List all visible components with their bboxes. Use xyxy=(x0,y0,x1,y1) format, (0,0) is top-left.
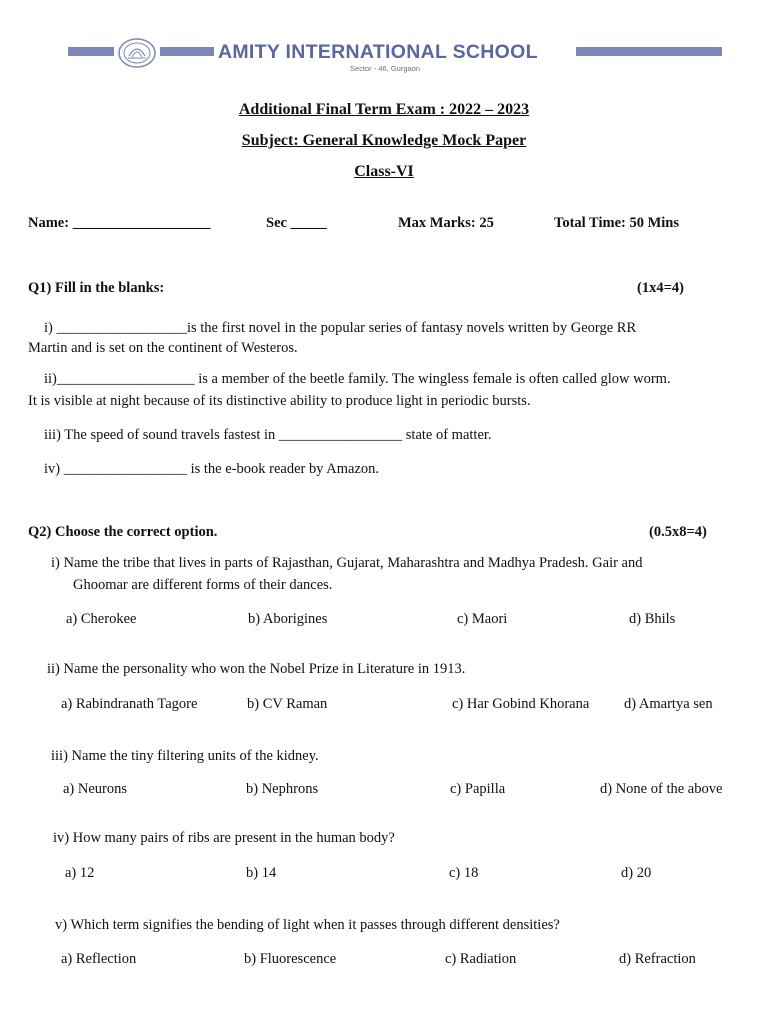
school-name: AMITY INTERNATIONAL SCHOOL xyxy=(218,41,538,63)
q2-q3-option-d: d) None of the above xyxy=(600,781,723,797)
q2-q5-option-a: a) Reflection xyxy=(61,951,137,967)
q2-q4-option-d: d) 20 xyxy=(621,865,652,881)
q2-question-4: iv) How many pairs of ribs are present in the human body? xyxy=(53,830,395,846)
q2-q1-option-c: c) Maori xyxy=(457,611,508,627)
q2-q2-option-d: d) Amartya sen xyxy=(624,696,713,712)
exam-title: Additional Final Term Exam : 2022 – 2023 xyxy=(238,101,530,118)
q2-q5-option-c: c) Radiation xyxy=(445,951,517,967)
q2-question-2: ii) Name the personality who won the Nobel Prize in Literature in 1913. xyxy=(47,661,466,677)
q2-q5-option-d: d) Refraction xyxy=(619,951,696,967)
q2-q3-option-a: a) Neurons xyxy=(63,781,128,797)
q2-q1-option-a: a) Cherokee xyxy=(66,611,137,627)
q2-question-1-line1: i) Name the tribe that lives in parts of Rajasthan, Gujarat, Maharashtra and Madhya Pradesh. Gair and xyxy=(51,555,643,571)
q2-q2-option-b: b) CV Raman xyxy=(247,696,328,712)
q2-q1-option-b: b) Aborigines xyxy=(248,611,328,627)
q2-q2-option-a: a) Rabindranath Tagore xyxy=(61,696,198,712)
school-logo-icon xyxy=(117,38,157,68)
q1-item-3: iii) The speed of sound travels fastest in _________________ state of matter. xyxy=(44,427,492,443)
q1-marks: (1x4=4) xyxy=(637,280,684,296)
name-field: Name: ___________________ xyxy=(28,215,211,231)
q1-item-1-line2: Martin and is set on the continent of Westeros. xyxy=(28,340,298,356)
q2-question-5: v) Which term signifies the bending of light when it passes through different densities? xyxy=(55,917,560,933)
q1-item-2-line1: ii)___________________ is a member of the beetle family. The wingless female is often called glow worm. xyxy=(44,371,671,387)
q2-q2-option-c: c) Har Gobind Khorana xyxy=(452,696,590,712)
q2-q3-option-c: c) Papilla xyxy=(450,781,506,797)
q2-q3-option-b: b) Nephrons xyxy=(246,781,319,797)
section-field: Sec _____ xyxy=(266,215,327,231)
class-title: Class-VI xyxy=(354,163,414,180)
q2-q4-option-c: c) 18 xyxy=(449,865,479,881)
q2-question-3: iii) Name the tiny filtering units of the kidney. xyxy=(51,748,319,764)
header-bar-left xyxy=(68,47,114,56)
header-bar-right xyxy=(576,47,722,56)
q2-question-1-line2: Ghoomar are different forms of their dances. xyxy=(73,577,333,593)
q2-q4-option-b: b) 14 xyxy=(246,865,277,881)
school-location: Sector - 46, Gurgaon xyxy=(350,64,421,73)
subject-title: Subject: General Knowledge Mock Paper xyxy=(241,132,527,149)
q2-marks: (0.5x8=4) xyxy=(649,524,707,540)
max-marks: Max Marks: 25 xyxy=(398,215,494,231)
q2-title: Q2) Choose the correct option. xyxy=(28,524,218,540)
total-time: Total Time: 50 Mins xyxy=(554,215,680,231)
q1-item-2-line2: It is visible at night because of its distinctive ability to produce light in periodic bursts. xyxy=(28,393,531,409)
q1-title: Q1) Fill in the blanks: xyxy=(28,280,165,296)
q1-item-1-line1: i) __________________is the first novel in the popular series of fantasy novels written by George RR xyxy=(44,320,637,336)
q1-item-4: iv) _________________ is the e-book reader by Amazon. xyxy=(44,461,380,477)
q2-q4-option-a: a) 12 xyxy=(65,865,95,881)
q2-q5-option-b: b) Fluorescence xyxy=(244,951,337,967)
header-bar-mid xyxy=(160,47,214,56)
q2-q1-option-d: d) Bhils xyxy=(629,611,676,627)
